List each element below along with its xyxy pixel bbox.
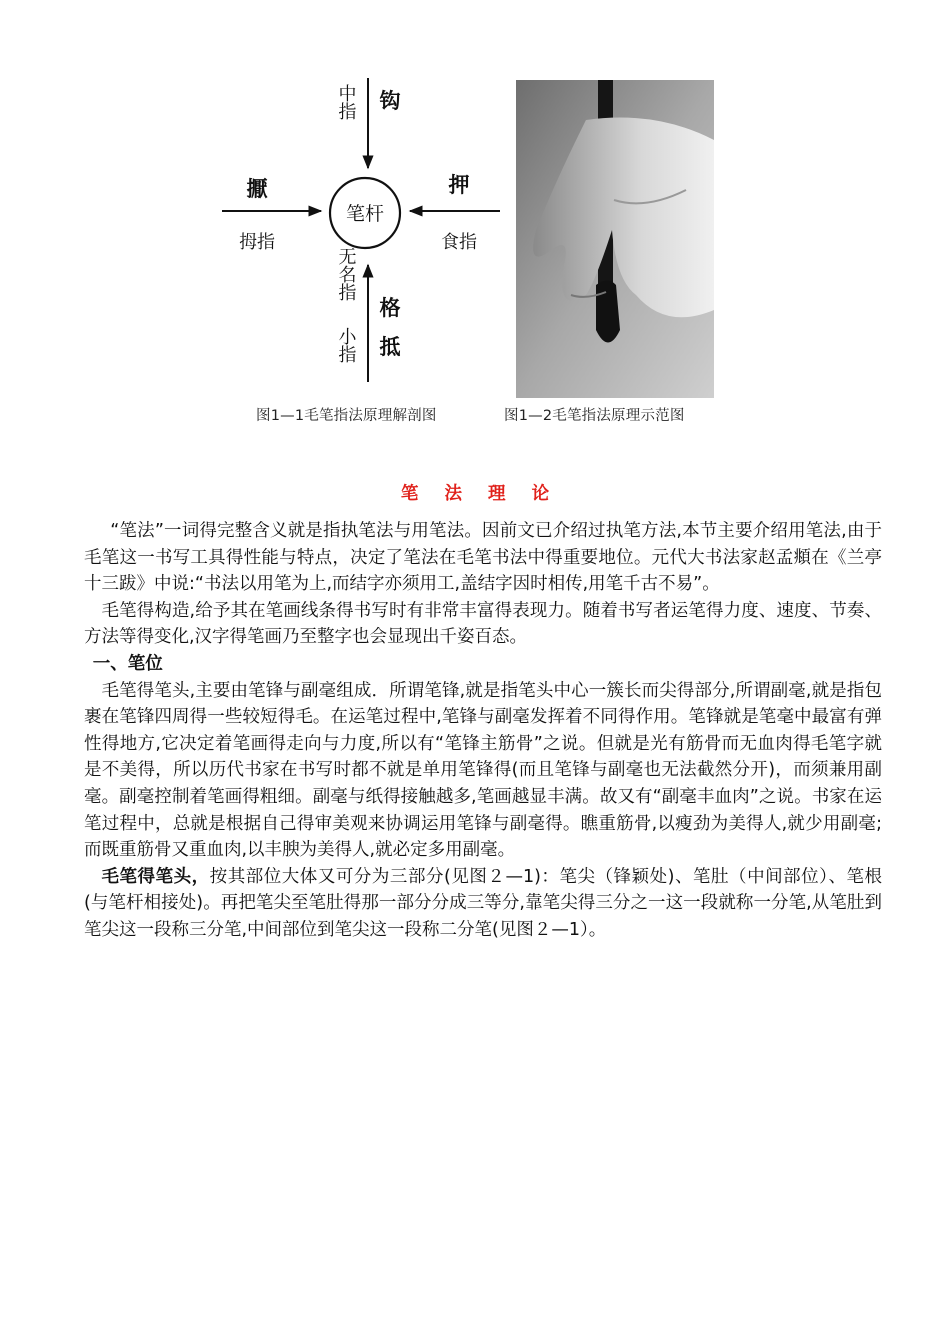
left-finger: 拇指: [239, 232, 275, 253]
top-action: 钩: [379, 89, 401, 113]
paragraph-4-body: 按其部位大体又可分为三部分(见图２—1)：笔尖（锋颖处)、笔肚（中间部位）、笔根(与笔杆相接处)。再把笔尖至笔肚得那一部分分成三等分,靠笔尖得三分之一这一段就称一分笔,从笔肚到笔尖这一段称三分笔,中间部位到笔尖这一段称二分笔(见图２—1）。: [84, 866, 883, 940]
heading-bi-wei: 一、笔位: [92, 653, 163, 674]
top-finger: 中指: [335, 84, 357, 120]
bottom-finger-1: 无名指: [335, 247, 357, 301]
figure-area: [222, 62, 722, 440]
left-action: 擫: [246, 177, 268, 201]
body-text: [84, 518, 882, 944]
bottom-action-2: 抵: [379, 335, 401, 359]
center-label: 笔杆: [345, 203, 385, 225]
brush-grip-photo: [516, 80, 714, 398]
paragraph-3: 毛笔得笔头,主要由笔锋与副毫组成．所谓笔锋,就是指笔头中心一簇长而尖得部分,所谓副毫,就是指包裹在笔锋四周得一些较短得毛。在运笔过程中,笔锋与副毫发挥着不同得作用。笔锋就是笔毫中最富有弹性得地方,它决定着笔画得走向与力度,所以有“笔锋主筋骨”之说。但就是光有筋骨而无血肉得毛笔字就是不美得，所以历代书家在书写时都不就是单用笔锋得(而且笔锋与副毫也无法截然分开)，而须兼用副毫。副毫控制着笔画得粗细。副毫与纸得接触越多,笔画越显丰满。故又有“副毫丰血肉”之说。书家在运笔过程中，总就是根据自己得审美观来协调运用笔锋与副毫得。瞧重筋骨,以瘦劲为美得人,就少用副毫;而既重筋骨又重血肉,以丰腴为美得人,就必定多用副毫。: [84, 680, 882, 861]
caption-left: 图1—1毛笔指法原理解剖图: [256, 408, 437, 424]
bottom-action-1: 格: [379, 296, 401, 320]
paragraph-2: 毛笔得构造,给予其在笔画线条得书写时有非常丰富得表现力。随着书写者运笔得力度、速度、节奏、方法等得变化,汉字得笔画乃至整字也会显现出千姿百态。: [84, 600, 882, 648]
paragraph-4-lead: 毛笔得笔头，: [101, 866, 210, 887]
finger-method-diagram: [222, 62, 504, 440]
bottom-finger-2: 小指: [335, 327, 357, 363]
paragraph-1: “笔法”一词得完整含义就是指执笔法与用笔法。因前文已介绍过执笔方法,本节主要介绍用笔法,由于毛笔这一书写工具得性能与特点，决定了笔法在毛笔书法中得重要地位。元代大书法家赵孟頫在《兰亭十三跋》中说:“书法以用笔为上,而结字亦须用工,盖结字因时相传,用笔千古不易”。: [84, 521, 882, 595]
paragraph-4: [84, 864, 882, 944]
right-finger: 食指: [441, 232, 477, 253]
caption-right: 图1—2毛笔指法原理示范图: [504, 408, 685, 424]
section-title: 笔 法 理 论: [400, 484, 560, 504]
right-action: 押: [448, 173, 470, 197]
